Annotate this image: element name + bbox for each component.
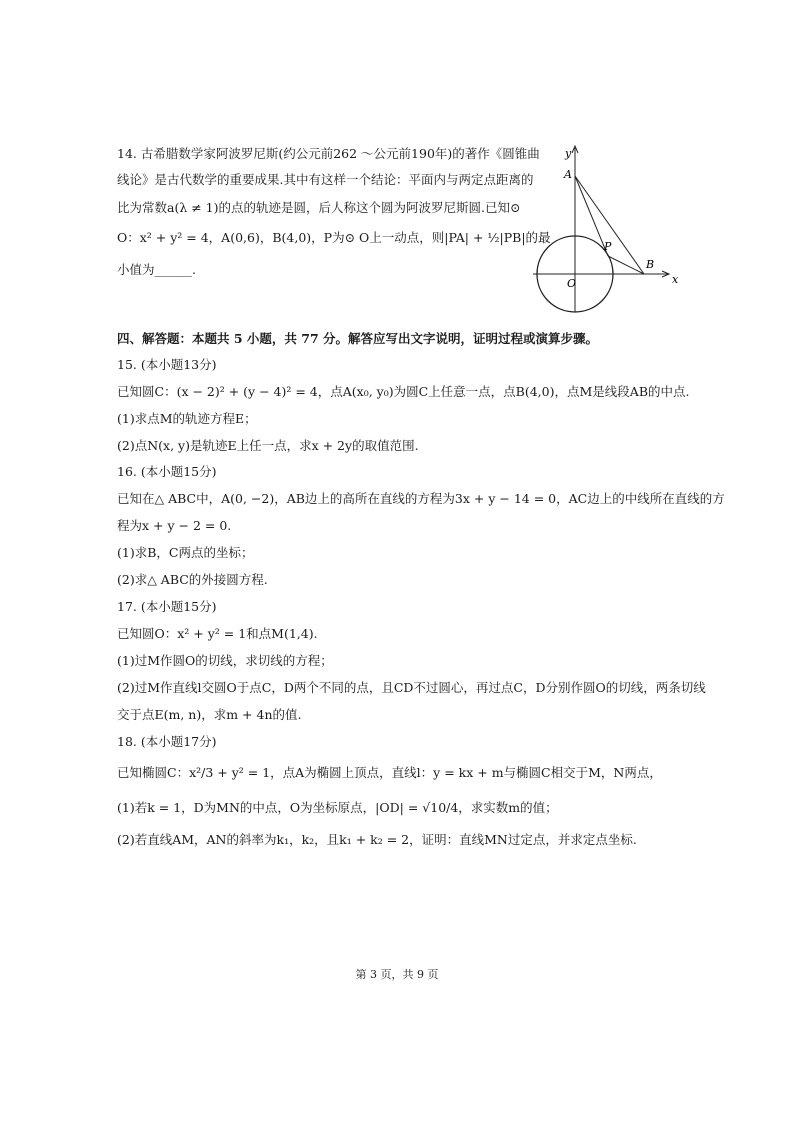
q14-line-4: O：x² + y² = 4，A(0,6)，B(4,0)，P为⊙ O上一动点，则|PA| + ½|PB|的最	[117, 230, 551, 245]
q14-line-1: 14. 古希腊数学家阿波罗尼斯(约公元前262 ～公元前190年)的著作《圆锥曲	[117, 146, 540, 161]
q16-part-1: (1)求B，C两点的坐标；	[117, 545, 254, 560]
label-o: O	[567, 277, 577, 290]
apollonius-circle-diagram	[528, 140, 688, 315]
section-heading: 四、解答题：本题共 5 小题，共 77 分。解答应写出文字说明，证明过程或演算步骤。	[117, 331, 599, 346]
q18-part-1: (1)若k = 1，D为MN的中点，O为坐标原点，|OD| = √10/4，求实数m的值；	[117, 800, 558, 815]
q18-stem: 已知椭圆C：x²/3 + y² = 1，点A为椭圆上顶点，直线l：y = kx + m与椭圆C相交于M，N两点，	[117, 765, 662, 780]
q17-stem: 已知圆O：x² + y² = 1和点M(1,4).	[117, 626, 318, 641]
label-x: x	[672, 273, 679, 286]
q15-part-2: (2)点N(x, y)是轨迹E上任一点，求x + 2y的取值范围.	[117, 438, 419, 453]
label-y: y	[565, 147, 572, 160]
q16-title: 16. (本小题15分)	[117, 464, 217, 479]
label-b: B	[646, 258, 655, 271]
q15-title: 15. (本小题13分)	[117, 357, 217, 372]
q14-line-5: 小值为______.	[117, 262, 196, 277]
q17-part-1: (1)过M作圆O的切线，求切线的方程；	[117, 653, 333, 668]
label-p: P	[604, 240, 612, 253]
q16-part-2: (2)求△ ABC的外接圆方程.	[117, 572, 268, 587]
q14-line-2: 线论》是古代数学的重要成果.其中有这样一个结论：平面内与两定点距离的	[117, 172, 534, 187]
page-footer: 第 3 页，共 9 页	[355, 968, 439, 981]
q16-stem-2: 程为x + y − 2 = 0.	[117, 518, 232, 533]
q17-part-2a: (2)过M作直线l交圆O于点C，D两个不同的点，且CD不过圆心，再过点C，D分别作圆O的切线，两条切线	[117, 680, 706, 695]
q17-title: 17. (本小题15分)	[117, 599, 217, 614]
q14-line-3: 比为常数a(λ ≠ 1)的点的轨迹是圆，后人称这个圆为阿波罗尼斯圆.已知⊙	[117, 200, 521, 215]
q17-part-2b: 交于点E(m, n)，求m + 4n的值.	[117, 707, 302, 722]
q16-stem-1: 已知在△ ABC中，A(0, −2)，AB边上的高所在直线的方程为3x + y − 14 = 0，AC边上的中线所在直线的方	[117, 491, 725, 506]
q18-part-2: (2)若直线AM，AN的斜率为k₁，k₂，且k₁ + k₂ = 2，证明：直线MN过定点，并求定点坐标.	[117, 832, 637, 847]
q15-part-1: (1)求点M的轨迹方程E；	[117, 411, 257, 426]
label-a: A	[564, 168, 572, 181]
q18-title: 18. (本小题17分)	[117, 734, 217, 749]
q15-stem: 已知圆C：(x − 2)² + (y − 4)² = 4，点A(x₀, y₀)为圆C上任意一点，点B(4,0)，点M是线段AB的中点.	[117, 384, 690, 399]
q14-figure	[528, 140, 688, 319]
